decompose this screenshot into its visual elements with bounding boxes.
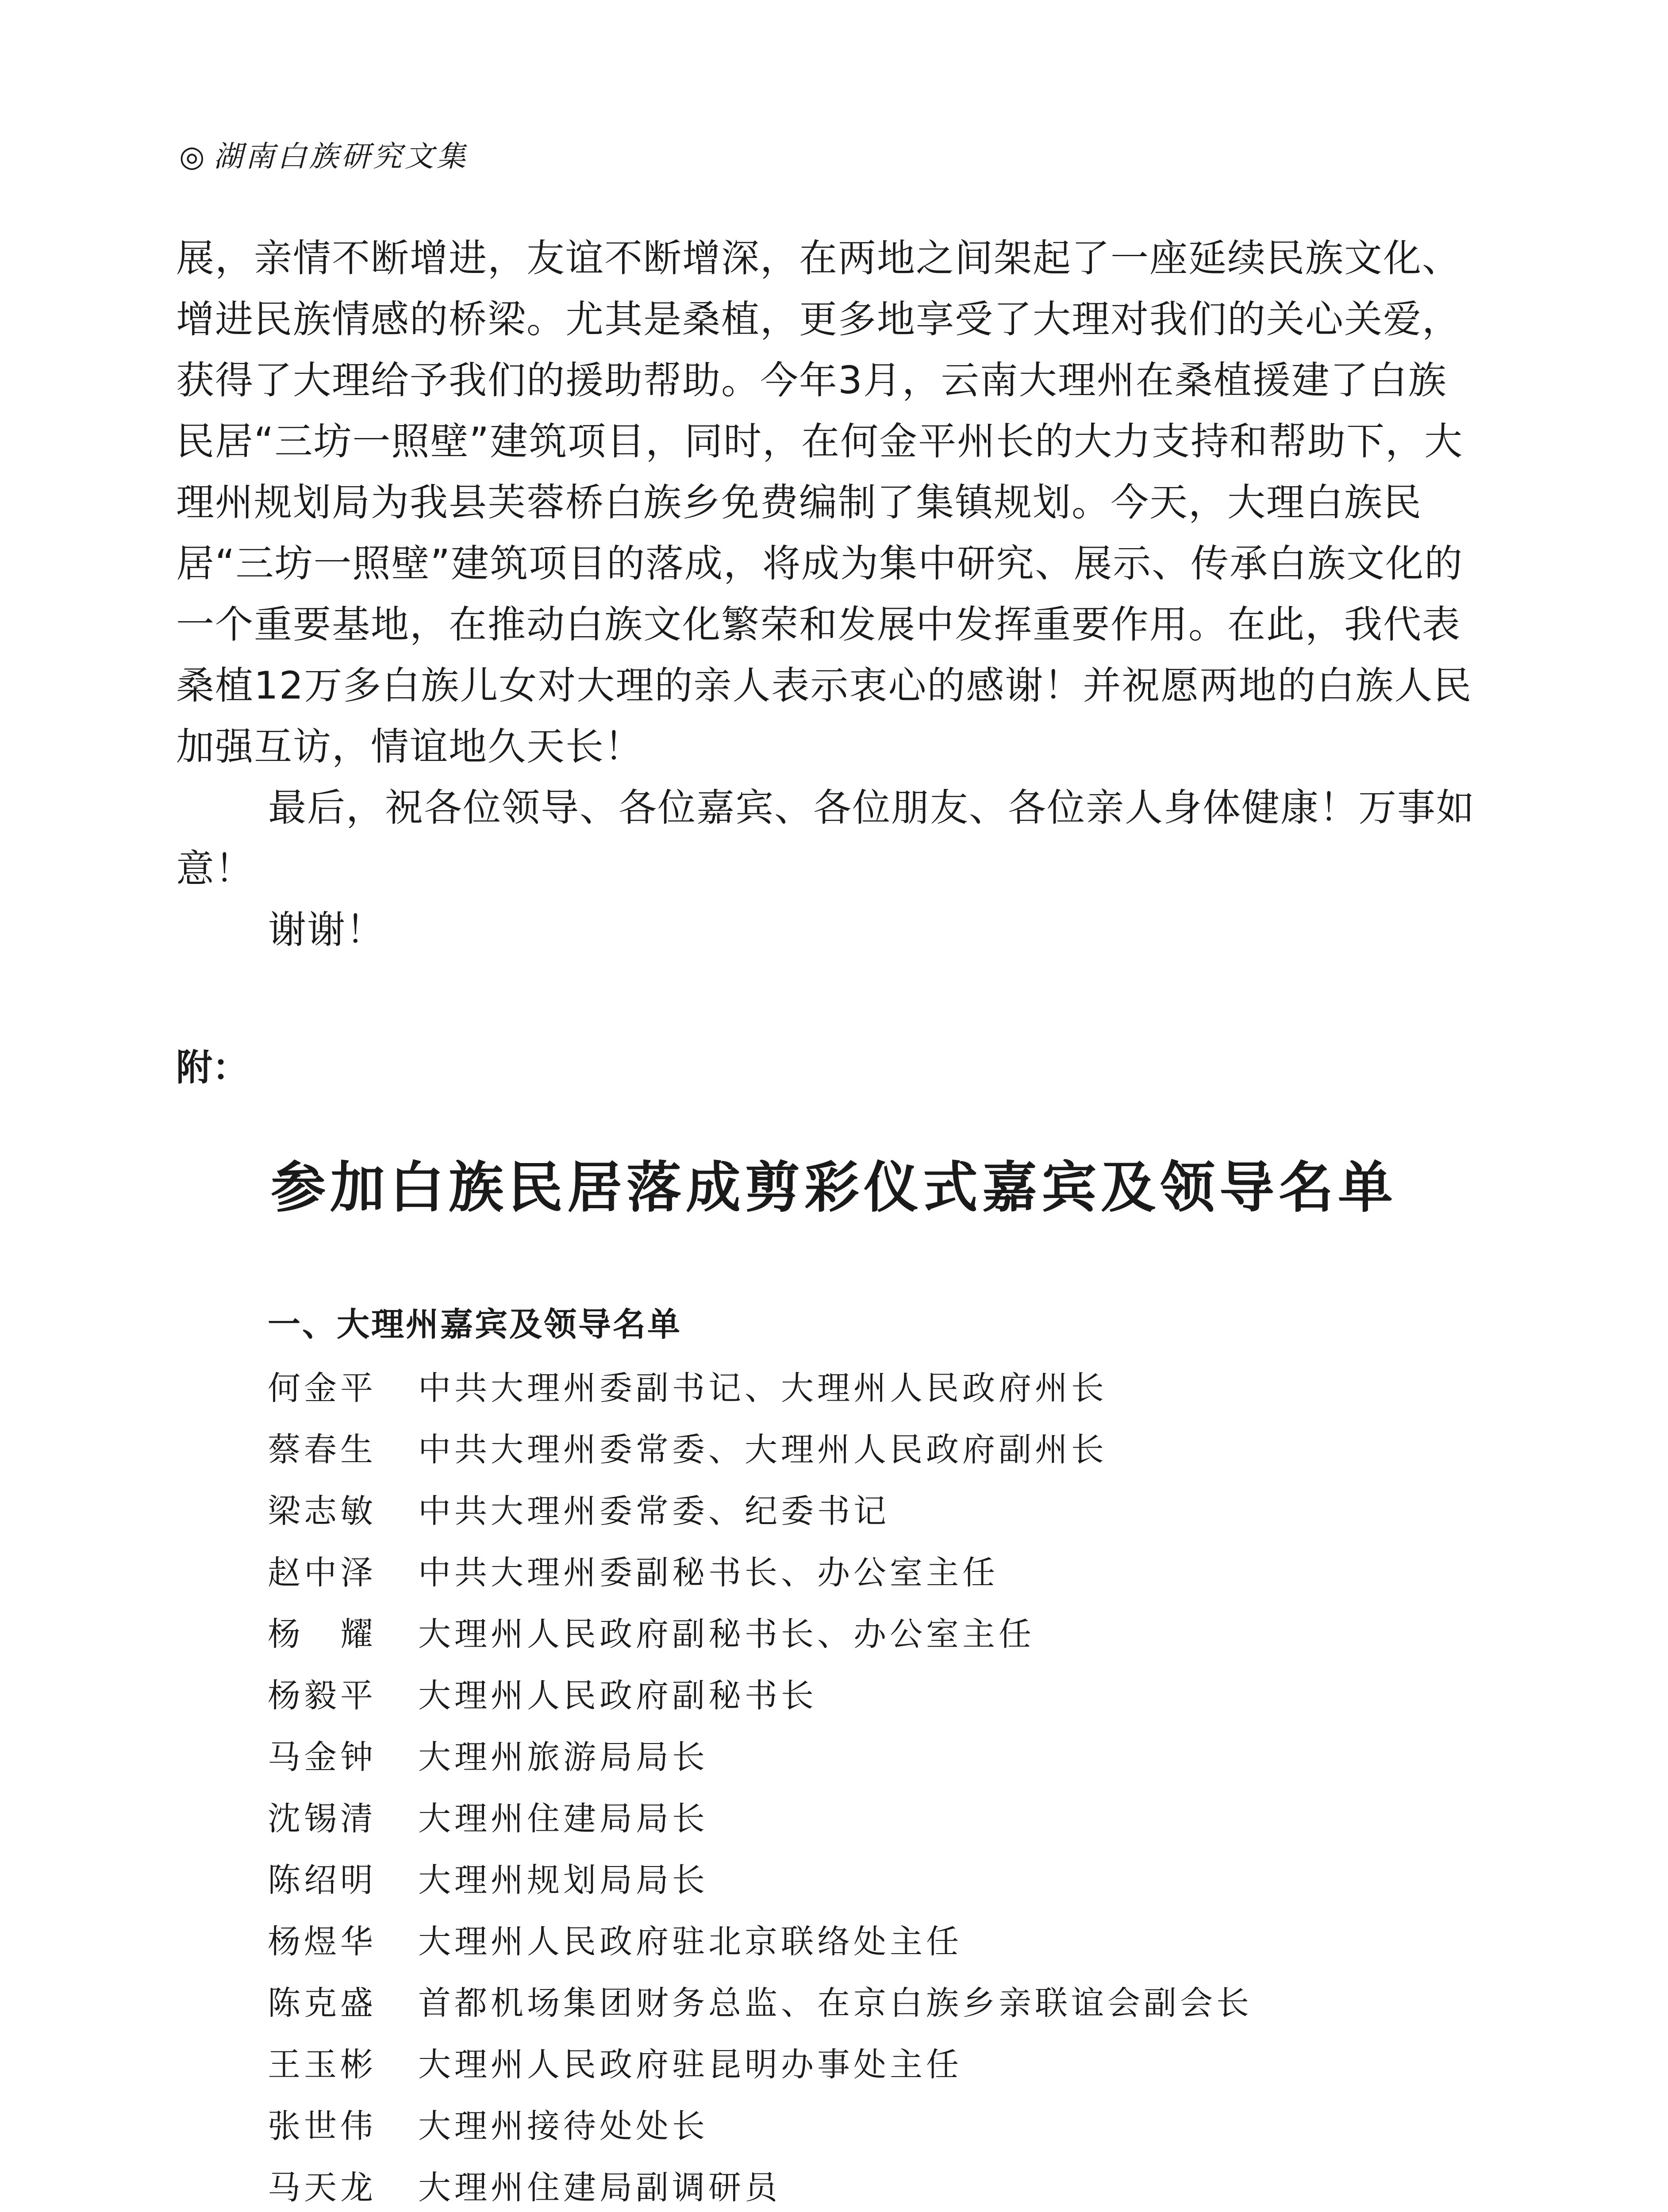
list-item — [268, 1416, 1595, 1478]
person-title: 大理州人民政府副秘书长、办公室主任 — [418, 1615, 1035, 1653]
person-name: 杨毅平 — [268, 1676, 377, 1715]
person-title: 大理州接待处处长 — [418, 2107, 708, 2145]
person-title: 大理州住建局局长 — [418, 1799, 708, 1838]
list-item — [268, 2093, 1595, 2154]
person-title: 大理州规划局局长 — [418, 1861, 708, 1899]
list-item — [268, 1908, 1595, 1970]
list-item — [268, 1847, 1595, 1908]
person-name: 赵中泽 — [268, 1553, 377, 1592]
list-title: 参加白族民居落成剪彩仪式嘉宾及领导名单 — [270, 1156, 1397, 1220]
person-title: 大理州人民政府副秘书长 — [418, 1676, 817, 1715]
person-title: 首都机场集团财务总监、在京白族乡亲联谊会副会长 — [418, 1984, 1253, 2022]
person-title: 中共大理州委副秘书长、办公室主任 — [418, 1553, 999, 1592]
list-item — [268, 1478, 1595, 1539]
person-title: 大理州旅游局局长 — [418, 1738, 708, 1776]
person-name: 马金钟 — [268, 1738, 377, 1776]
list-item — [268, 1724, 1595, 1785]
person-name: 何金平 — [268, 1369, 377, 1407]
appendix-label: 附： — [176, 1047, 249, 1089]
person-name: 杨煜华 — [268, 1922, 377, 1961]
list-item — [268, 1662, 1595, 1724]
person-title: 大理州住建局副调研员 — [418, 2168, 781, 2207]
person-name: 张世伟 — [268, 2107, 377, 2145]
person-title: 中共大理州委常委、大理州人民政府副州长 — [418, 1430, 1107, 1469]
book-title: 湖南白族研究文集 — [213, 139, 469, 173]
person-name: 陈绍明 — [268, 1861, 377, 1899]
paragraph-thanks: 谢谢！ — [268, 908, 385, 952]
list-item — [268, 1785, 1595, 1847]
section-title: 一、大理州嘉宾及领导名单 — [268, 1306, 682, 1344]
list-item — [268, 2154, 1595, 2212]
list-item — [268, 1970, 1595, 2031]
person-name: 沈锡清 — [268, 1799, 377, 1838]
list-item — [268, 1355, 1595, 1416]
person-title: 大理州人民政府驻昆明办事处主任 — [418, 2045, 962, 2084]
person-name: 马天龙 — [268, 2168, 377, 2207]
circle-mark-icon: ◎ — [179, 139, 208, 173]
person-title: 中共大理州委副书记、大理州人民政府州长 — [418, 1369, 1107, 1407]
list-item — [268, 1601, 1595, 1662]
person-name: 杨 耀 — [268, 1615, 377, 1653]
person-name: 王玉彬 — [268, 2045, 377, 2084]
paragraph-continued: 展，亲情不断增进，友谊不断增深，在两地之间架起了一座延续民族文化、增进民族情感的桥梁。尤其是桑植，更多地享受了大理对我们的关心关爱，获得了大理给予我们的援助帮助。今年3月，云南大理州在桑植援建了白族民居“三坊一照壁”建筑项目，同时，在何金平州长的大力支持和帮助下，大理州规划局为我县芙蓉桥白族乡免费编制了集镇规划。今天，大理白族民居“三坊一照壁”建筑项目的落成，将成为集中研究、展示、传承白族文化的一个重要基地，在推动白族文化繁荣和发展中发挥重要作用。在此，我代表桑植12万多白族儿女对大理的亲人表示衷心的感谢！并祝愿两地的白族人民加强互访，情谊地久天长！ — [176, 236, 1472, 769]
body-text — [176, 228, 1481, 960]
person-name: 陈克盛 — [268, 1984, 377, 2022]
name-list — [268, 1355, 1595, 2212]
list-item — [268, 2031, 1595, 2093]
person-name: 梁志敏 — [268, 1492, 377, 1530]
paragraph-closing: 最后，祝各位领导、各位嘉宾、各位朋友、各位亲人身体健康！万事如意！ — [176, 786, 1475, 891]
person-title: 大理州人民政府驻北京联络处主任 — [418, 1922, 962, 1961]
list-item — [268, 1539, 1595, 1601]
person-title: 中共大理州委常委、纪委书记 — [418, 1492, 890, 1530]
person-name: 蔡春生 — [268, 1430, 377, 1469]
running-header — [179, 133, 469, 175]
